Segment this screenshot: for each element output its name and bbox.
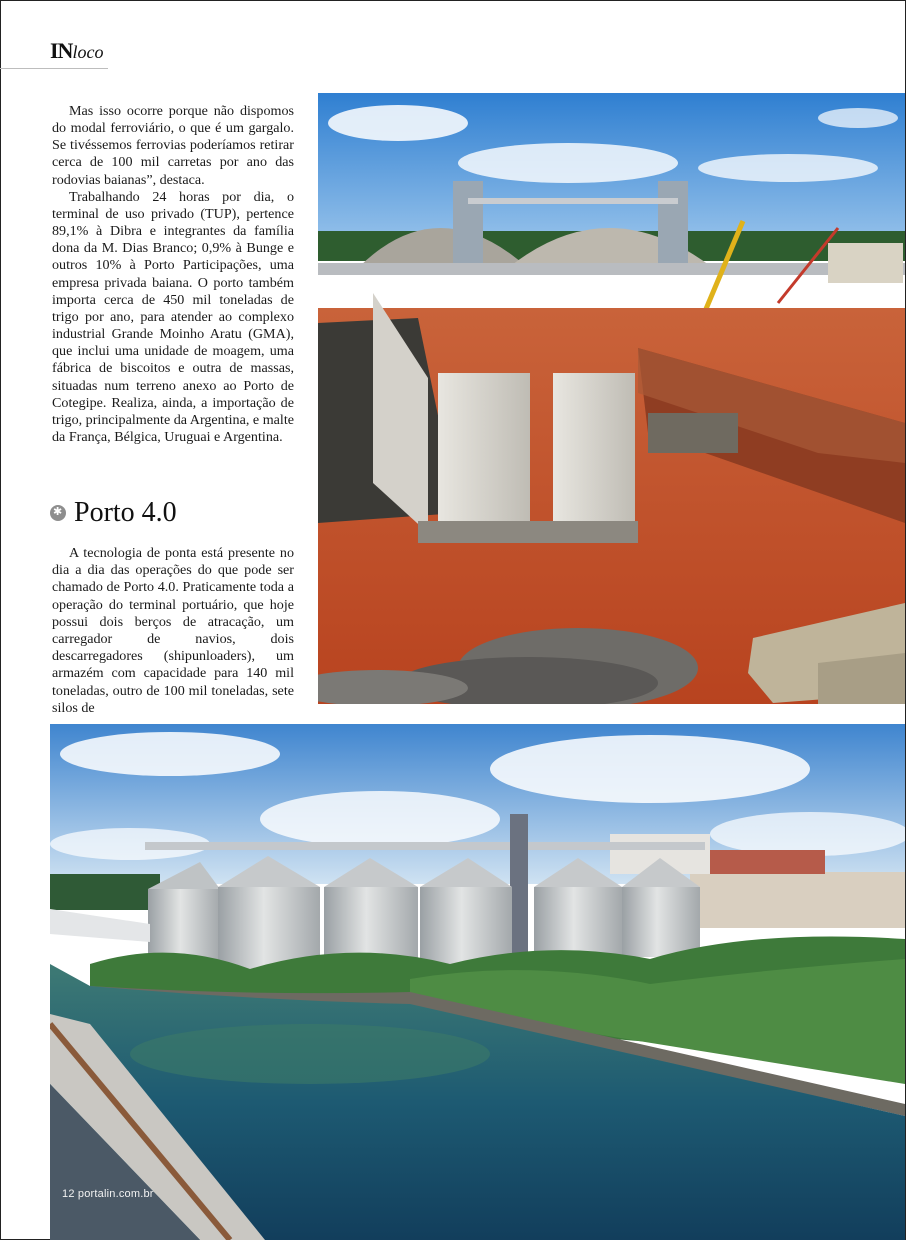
article-column-top (52, 103, 294, 446)
website-url: portalin.com.br (77, 1188, 154, 1200)
brand-in: IN (50, 38, 73, 63)
section-title: Porto 4.0 (74, 497, 177, 528)
paragraph: A tecnologia de ponta está presente no dia a dia das operações do que pode ser chamado de Porto 4.0. Praticamente toda a operação do terminal portuário, que hoje possui dois berços de atracação, um carregador de navios, dois descarregadores (shipunloaders), um armazém com capacidade para 140 mil toneladas, outro de 100 mil toneladas, sete silos de (52, 545, 294, 716)
silos-photo (50, 724, 905, 1240)
page-number: 12 (62, 1188, 75, 1200)
asterisk-icon (50, 505, 66, 521)
header-rule (0, 68, 108, 69)
section-heading (50, 497, 177, 529)
footer-url (62, 1188, 154, 1200)
construction-site-photo (318, 93, 905, 704)
paragraph: Trabalhando 24 horas por dia, o terminal de uso privado (TUP), pertence 89,1% à Dibra e integrantes da família dona da M. Dias Branco; 0,9% à Bunge e outros 10% à Porto Participações, uma empresa privada baiana. O porto também importa cerca de 450 mil toneladas de trigo por ano, para atender ao complexo industrial Grande Moinho Aratu (GMA), que inclui uma unidade de moagem, uma fábrica de biscoitos e outra de massas, situadas num terreno anexo ao Porto de Cotegipe. Realiza, ainda, a importação de trigo, principalmente da Argentina, e malte da França, Bélgica, Uruguai e Argentina. (52, 188, 294, 445)
paragraph: Mas isso ocorre porque não dispomos do modal ferroviário, o que é um gargalo. Se tivéssemos ferrovias poderíamos retirar cerca de 100 mil carretas por ano das rodovias baianas”, destaca. (52, 103, 294, 188)
brand-loco: loco (72, 42, 104, 62)
article-column-bottom (52, 545, 294, 717)
magazine-header (50, 38, 103, 64)
